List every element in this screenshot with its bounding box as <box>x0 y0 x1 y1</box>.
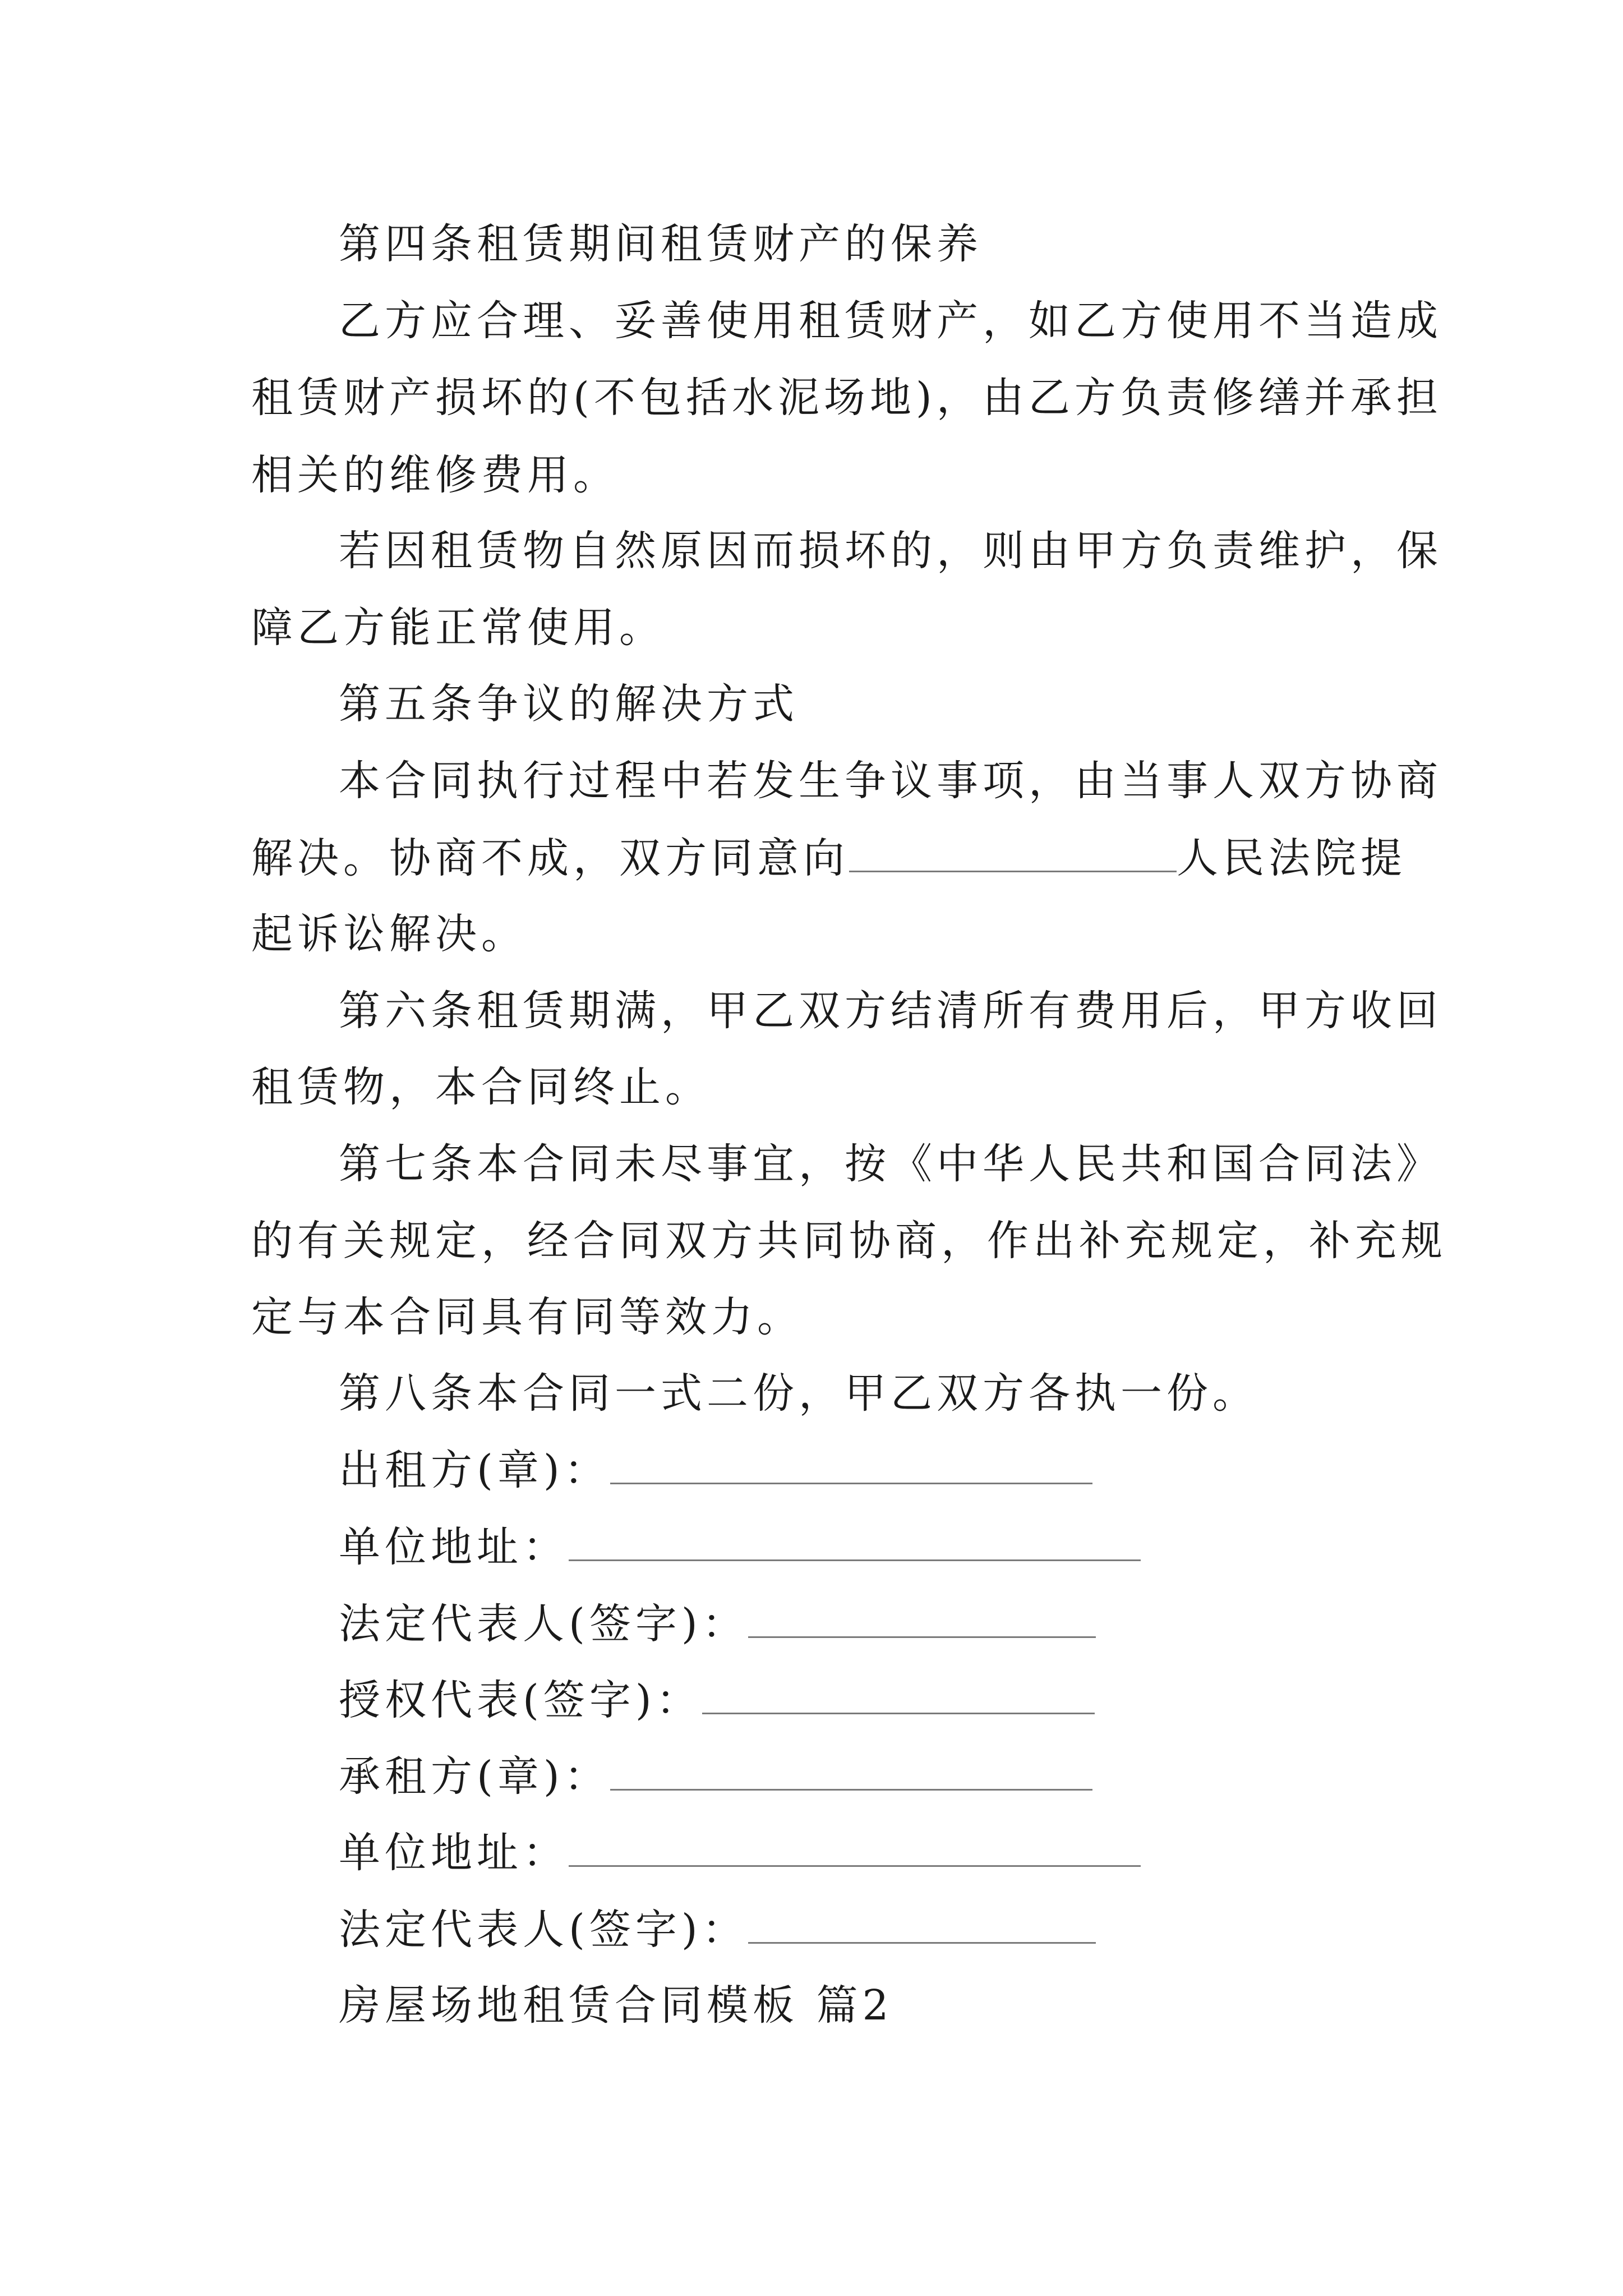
lessor-legal-rep-label: 法定代表人(签字)： <box>339 1600 748 1648</box>
article-5-title: 第五条争议的解决方式 <box>339 680 799 728</box>
article-6-line-1: 第六条租赁期满，甲乙双方结清所有费用后，甲方收回 <box>339 987 1442 1035</box>
lessor-seal-label: 出租方(章)： <box>339 1446 610 1494</box>
article-7-line-3: 定与本合同具有同等效力。 <box>251 1293 803 1341</box>
article-7-line-2: 的有关规定，经合同双方共同协商，作出补充规定，补充规 <box>251 1217 1447 1265</box>
article-4-paragraph-2-line-2: 障乙方能正常使用。 <box>251 604 665 652</box>
lessor-authorized-rep-blank <box>702 1679 1095 1714</box>
article-4-paragraph-1-line-3: 相关的维修费用。 <box>251 451 619 499</box>
lessee-legal-rep-label: 法定代表人(签字)： <box>339 1906 748 1954</box>
article-7-line-1: 第七条本合同未尽事宜，按《中华人民共和国合同法》 <box>339 1140 1442 1188</box>
lessor-authorized-rep-label: 授权代表(签字)： <box>339 1676 702 1724</box>
article-8: 第八条本合同一式二份，甲乙双方各执一份。 <box>339 1369 1258 1418</box>
lessor-authorized-rep-row <box>339 1676 1095 1724</box>
court-name-blank <box>849 837 1177 872</box>
lessee-address-row <box>339 1829 1141 1877</box>
article-4-paragraph-1-line-2: 租赁财产损坏的(不包括水泥场地)，由乙方负责修缮并承担 <box>251 374 1442 422</box>
lessee-seal-label: 承租方(章)： <box>339 1752 610 1801</box>
article-5-paragraph-line-1: 本合同执行过程中若发生争议事项，由当事人双方协商 <box>339 757 1442 805</box>
article-4-paragraph-2-line-1: 若因租赁物自然原因而损坏的，则由甲方负责维护，保 <box>339 527 1442 575</box>
article-5-line-2-text-before: 解决。协商不成，双方同意向 <box>251 834 849 882</box>
lessee-address-label: 单位地址： <box>339 1829 569 1877</box>
lessor-seal-blank <box>610 1449 1092 1484</box>
lessee-legal-rep-blank <box>748 1908 1096 1944</box>
lessee-seal-blank <box>610 1755 1092 1791</box>
next-section-title: 房屋场地租赁合同模板 篇2 <box>339 1981 893 2030</box>
lessor-legal-rep-blank <box>748 1603 1096 1638</box>
lessor-legal-rep-row <box>339 1600 1096 1648</box>
lessor-address-blank <box>569 1526 1141 1561</box>
article-5-paragraph-line-3: 起诉讼解决。 <box>251 910 527 958</box>
lessor-address-row <box>339 1523 1141 1571</box>
lessor-seal-row <box>339 1446 1092 1494</box>
article-6-line-2: 租赁物，本合同终止。 <box>251 1063 711 1111</box>
article-4-title: 第四条租赁期间租赁财产的保养 <box>339 220 983 268</box>
article-4-paragraph-1-line-1: 乙方应合理、妥善使用租赁财产，如乙方使用不当造成 <box>339 297 1442 345</box>
lessee-address-blank <box>569 1832 1141 1867</box>
article-5-line-2-text-after: 人民法院提 <box>1177 834 1407 882</box>
article-5-paragraph-line-2 <box>251 834 1407 882</box>
lessor-address-label: 单位地址： <box>339 1523 569 1571</box>
lessee-legal-rep-row <box>339 1906 1096 1954</box>
lessee-seal-row <box>339 1752 1092 1801</box>
